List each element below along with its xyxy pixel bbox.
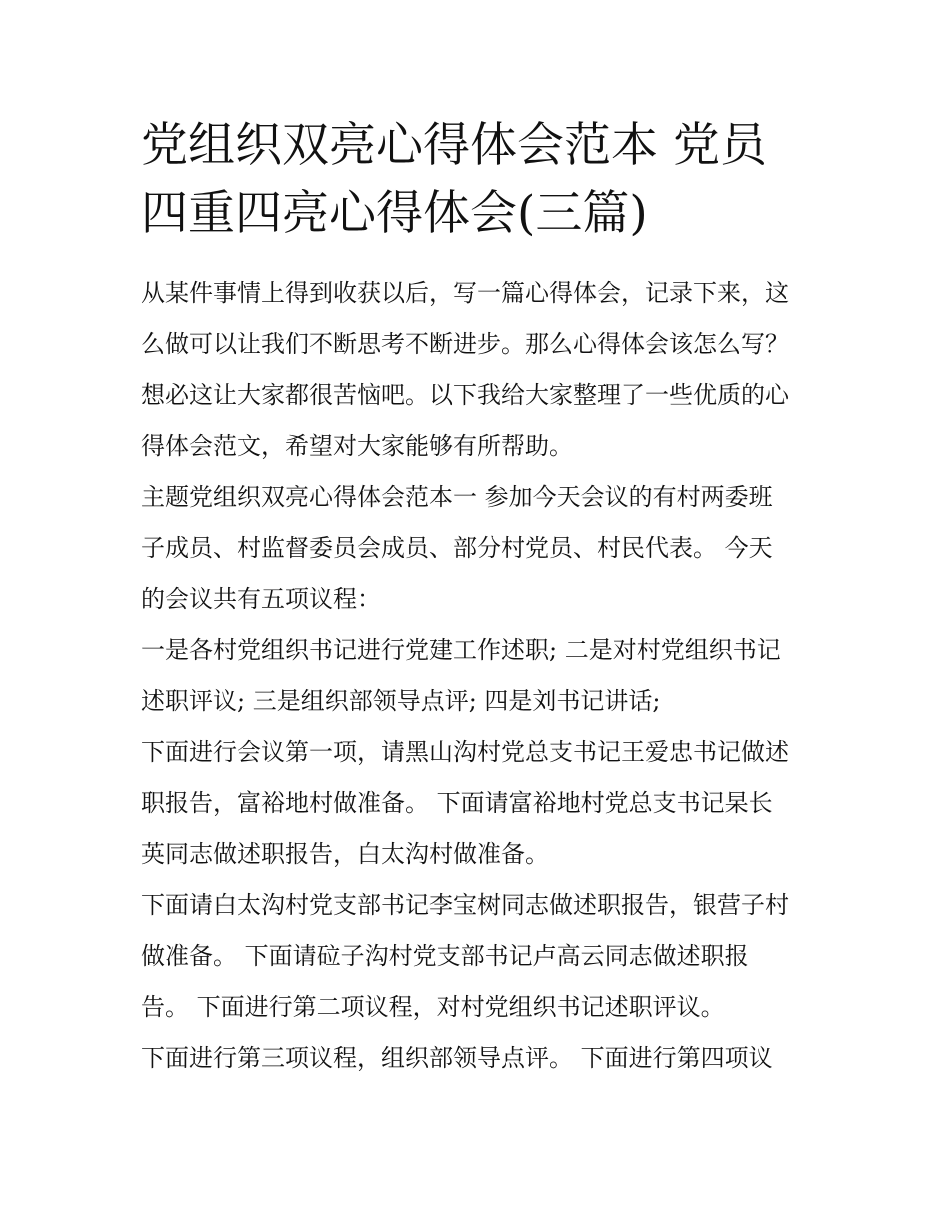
paragraph-item-three (141, 1033, 821, 1084)
paragraph-item-one (141, 727, 821, 880)
text-line: 主题党组织双亮心得体会范本一 参加今天会议的有村两委班 (141, 483, 773, 511)
text-line: 一是各村党组织书记进行党建工作述职; 二是对村党组织书记 (141, 636, 781, 664)
text-line: 得体会范文，希望对大家能够有所帮助。 (141, 432, 573, 460)
text-line: 职报告，富裕地村做准备。 下面请富裕地村党总支书记杲长 (141, 789, 773, 817)
text-line: 告。 下面进行第二项议程，对村党组织书记述职评议。 (141, 993, 725, 1021)
paragraph-intro (141, 268, 821, 472)
title-line-1: 党组织双亮心得体会范本 党员 (141, 118, 767, 173)
text-line: 述职评议; 三是组织部领导点评; 四是刘书记讲话; (141, 687, 661, 715)
text-line: 想必这让大家都很苦恼吧。以下我给大家整理了一些优质的心 (141, 381, 789, 409)
text-line: 么做可以让我们不断思考不断进步。那么心得体会该怎么写？ (141, 330, 789, 358)
paragraph-reports (141, 880, 821, 1033)
text-line: 子成员、村监督委员会成员、部分村党员、村民代表。 今天 (141, 534, 773, 562)
text-line: 英同志做述职报告，白太沟村做准备。 (141, 840, 549, 868)
title-line-2: 四重四亮心得体会(三篇) (141, 186, 648, 241)
document-body (141, 268, 821, 1084)
text-line: 下面进行第三项议程，组织部领导点评。 下面进行第四项议 (141, 1044, 773, 1072)
document-content (141, 112, 821, 1084)
text-line: 的会议共有五项议程： (141, 585, 381, 613)
paragraph-agenda (141, 625, 821, 727)
text-line: 从某件事情上得到收获以后，写一篇心得体会，记录下来，这 (141, 279, 789, 307)
text-line: 做准备。 下面请砬子沟村党支部书记卢高云同志做述职报 (141, 942, 749, 970)
text-line: 下面请白太沟村党支部书记李宝树同志做述职报告，银营子村 (141, 891, 789, 919)
document-title (141, 112, 821, 248)
text-line: 下面进行会议第一项，请黑山沟村党总支书记王爱忠书记做述 (141, 738, 789, 766)
paragraph-meeting-intro (141, 472, 821, 625)
